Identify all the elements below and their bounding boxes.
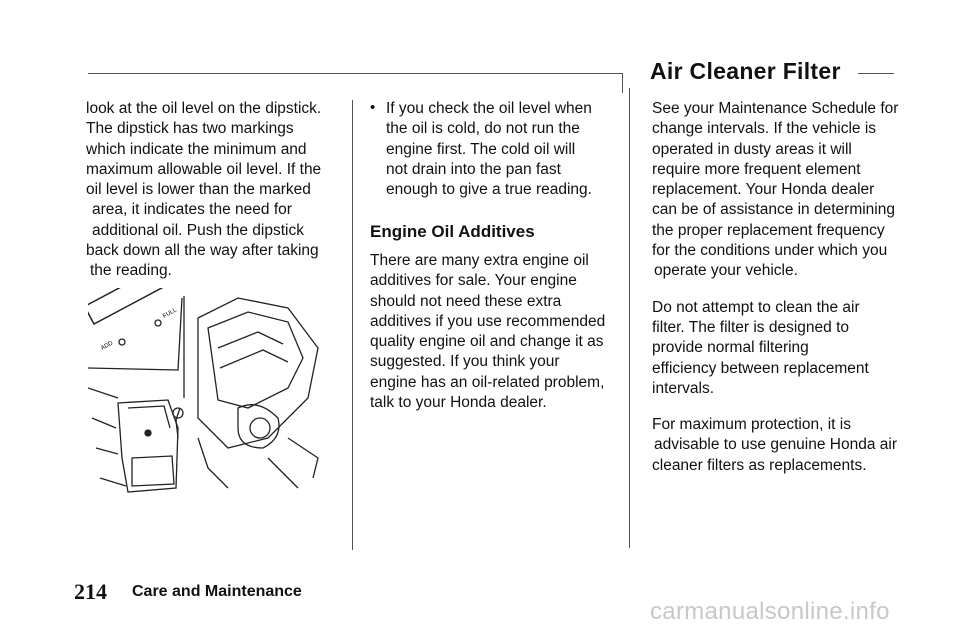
text-line: area, it indicates the need for	[92, 201, 292, 219]
text-line: quality engine oil and change it as	[370, 333, 604, 351]
heading-bracket-corner	[622, 73, 623, 93]
text-line: engine first. The cold oil will	[386, 140, 576, 158]
text-line: cleaner filters as replacements.	[652, 456, 867, 474]
engine-oil-additives-heading: Engine Oil Additives	[370, 222, 535, 241]
text-line: for the conditions under which you	[652, 242, 888, 260]
illustration-label: FULL	[162, 307, 178, 320]
text-line: engine has an oil-related problem,	[370, 373, 605, 391]
watermark: carmanualsonline.info	[650, 598, 890, 625]
text-line: See your Maintenance Schedule for	[652, 100, 899, 117]
text-line: operate your vehicle.	[654, 262, 798, 280]
text-line: suggested. If you think your	[370, 353, 560, 371]
text-line: intervals.	[652, 379, 715, 397]
text-line: additives if you use recommended	[370, 312, 606, 330]
text-line: efficiency between replacement	[652, 359, 869, 377]
text-line: the reading.	[90, 262, 172, 280]
text-line: additional oil. Push the dipstick	[92, 221, 304, 239]
illustration-label: ADD	[100, 340, 115, 352]
text-line: provide normal filtering	[652, 339, 809, 357]
text-line: which indicate the minimum and	[86, 140, 307, 158]
text-line: can be of assistance in determining	[652, 201, 895, 219]
text-line: require more frequent element	[652, 160, 861, 178]
text-line: enough to give a true reading.	[386, 181, 592, 199]
section-heading: Air Cleaner Filter	[650, 58, 841, 84]
top-rule-left	[88, 73, 622, 74]
text-line: For maximum protection, it is	[652, 416, 851, 434]
text-line: look at the oil level on the dipstick.	[86, 100, 322, 117]
dipstick-engine-illustration	[88, 288, 328, 513]
text-line: If you check the oil level when	[386, 100, 592, 117]
bullet-item	[370, 99, 620, 200]
text-line: operated in dusty areas it will	[652, 140, 852, 158]
text-line: not drain into the pan fast	[386, 160, 561, 178]
column-divider	[352, 100, 353, 550]
engine-oil-additives-paragraph	[370, 251, 624, 413]
text-line: Do not attempt to clean the air	[652, 298, 860, 316]
text-line: There are many extra engine oil	[370, 252, 589, 269]
text-line: should not need these extra	[370, 292, 562, 310]
text-line: oil level is lower than the marked	[86, 181, 311, 199]
text-line: talk to your Honda dealer.	[370, 394, 547, 412]
text-line: filter. The filter is designed to	[652, 318, 850, 336]
page-number: 214	[74, 579, 107, 604]
top-rule-right	[858, 73, 894, 74]
text-line: change intervals. If the vehicle is	[652, 120, 877, 138]
text-line: maximum allowable oil level. If the	[86, 160, 322, 178]
text-line: additives for sale. Your engine	[370, 272, 577, 290]
right-column	[652, 99, 914, 476]
left-column	[86, 99, 348, 282]
text-line: the proper replacement frequency	[652, 221, 885, 239]
text-line: replacement. Your Honda dealer	[652, 181, 875, 199]
heading-bracket-vertical	[629, 88, 630, 548]
text-line: advisable to use genuine Honda air	[654, 436, 898, 454]
text-line: the oil is cold, do not run the	[386, 120, 580, 138]
text-line: back down all the way after taking	[86, 242, 319, 260]
text-line: The dipstick has two markings	[86, 120, 294, 138]
bullet-dot: •	[370, 99, 376, 116]
footer-section-title: Care and Maintenance	[132, 583, 302, 600]
